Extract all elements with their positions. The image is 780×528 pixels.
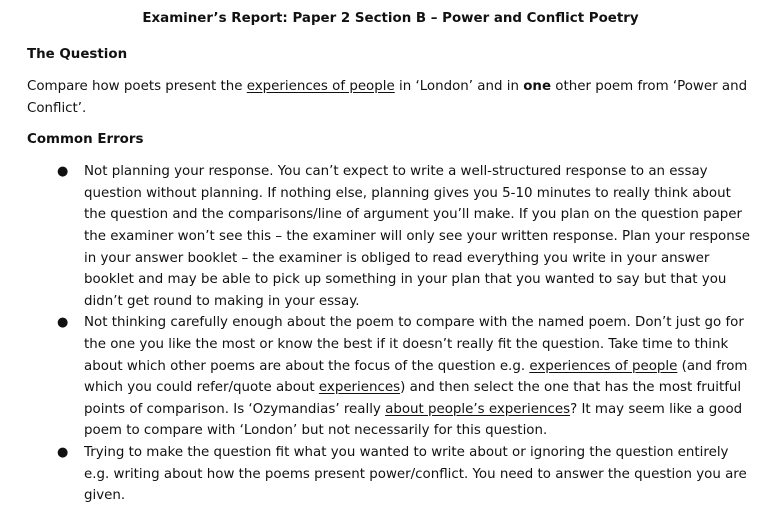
question-heading: The Question [27, 47, 128, 62]
bullet-dot: ● [57, 164, 69, 180]
underlined-phrase: experiences [318, 380, 401, 396]
error-item-planning [27, 161, 754, 312]
common-errors-heading: Common Errors [27, 132, 144, 148]
error-item-ignoring-question [27, 442, 754, 507]
question-bold-word: one [523, 79, 552, 94]
error-item-text: ) and then select the one that has the most fruitful points of comparison. Is ‘Ozymandias’ really [84, 380, 742, 417]
error-item-text: Trying to make the question fit what you wanted to write about or ignoring the question entirely e.g. writing about how the poems present power/conflict. You need to answer the question you are given. [84, 444, 747, 504]
common-errors-list [27, 161, 754, 507]
report-title: Examiner’s Report: Paper 2 Section B – Power and Conflict Poetry [142, 11, 639, 26]
underlined-phrase: experiences of people [529, 358, 678, 374]
question-text [27, 76, 754, 119]
error-item-poem-choice [27, 312, 754, 442]
error-item-text: ? It may seem like a good poem to compare with ‘London’ but not necessarily for this question. [84, 401, 743, 439]
error-item-text: (and from which you could refer/quote about [84, 358, 748, 396]
question-underlined-phrase: experiences of people [246, 79, 395, 94]
question-text-start: Compare how poets present the [27, 79, 247, 94]
error-item-text: Not thinking carefully enough about the poem to compare with the named poem. Don’t just go for the one you like the most or know the best if it doesn’t really fit the question. Take time to think about which other poems are about the focus of the question e.g. [84, 315, 744, 374]
question-text-middle: in ‘London’ and in [394, 79, 524, 94]
underlined-phrase: about people’s experiences [385, 401, 571, 417]
question-text-end: other poem from ‘Power and Conflict’. [27, 79, 748, 116]
bullet-dot: ● [57, 444, 69, 460]
error-item-text: Not planning your response. You can’t expect to write a well-structured response to an essay question without planning. If nothing else, planning gives you 5-10 minutes to really think about the question and the comparisons/line of argument you’ll make. If you plan on the question paper the examiner won’t see this – the examiner will only see your written response. Plan your response in your answer booklet – the examiner is obliged to read everything you write in your answer booklet and may be able to pick up something in your plan that you wanted to say but that you didn’t get round to making in your essay. [84, 164, 750, 309]
bullet-dot: ● [57, 315, 69, 331]
